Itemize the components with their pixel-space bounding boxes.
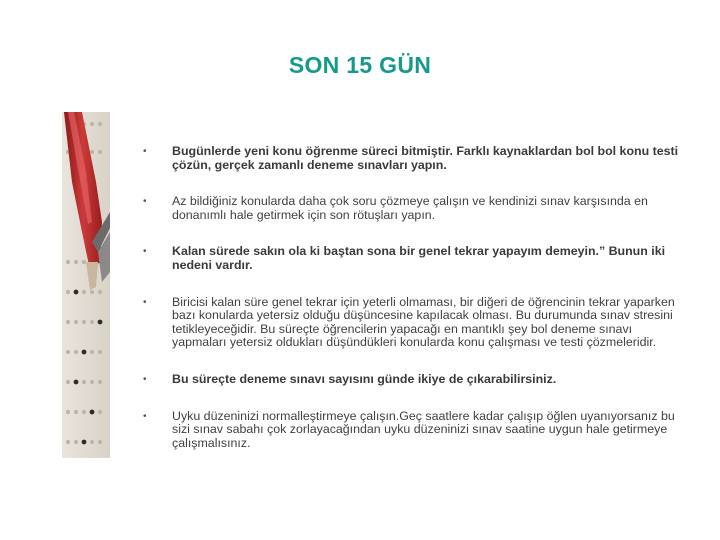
bullet-marker: • — [143, 410, 147, 422]
bullet-text: Uyku düzeninizi normalleştirmeye çalışın.Geç saatlere kadar çalışıp öğlen uyanıyorsanız bu sizi sınav sabahı çok zorlayacağından uyku düzeninizi sınav saatine uygun hale getirmeye çalışmalısınız. — [172, 408, 675, 450]
bullet-item — [143, 373, 688, 387]
bullet-item — [143, 410, 688, 451]
bullet-text: Bugünlerde yeni konu öğrenme süreci bitmiştir. Farklı kaynaklardan bol bol konu testi çözün, gerçek zamanlı deneme sınavları yapın. — [172, 144, 679, 172]
bullet-text: Az bildiğiniz konularda daha çok soru çözmeye çalışın ve kendinizi sınav karşısında en donanımlı hale getirmek için son rötuşları yapın. — [172, 194, 648, 222]
bullet-marker: • — [143, 196, 147, 208]
bullet-text: Biricisi kalan süre genel tekrar için yeterli olmaması, bir diğeri de öğrencinin tekrar yaparken bazı konularda yetersiz olduğu düşüncesine kapılacak olması. Bu durumunda sınav stresini tetikleyeceğidir. Bu süreçte öğrencilerin yapacağı en mantıklı şey bol deneme sınavı yapmaları yetersiz oldukları düşündükleri konularda konu çalışması ve testi çözmeleridir. — [172, 294, 675, 350]
bullet-marker: • — [143, 296, 147, 308]
bullet-text: Bu süreçte deneme sınavı sayısını günde ikiye de çıkarabilirsiniz. — [172, 371, 557, 386]
bullet-item — [143, 145, 688, 172]
bullet-item — [143, 245, 688, 272]
bullet-text: Kalan sürede sakın ola ki baştan sona bir genel tekrar yapayım demeyin.” Bunun iki nedeni vardır. — [172, 244, 666, 272]
slide-title: SON 15 GÜN — [288, 52, 432, 78]
bullet-marker: • — [143, 246, 147, 258]
bullet-item — [143, 296, 688, 350]
optical-answer-sheet-image — [62, 112, 110, 458]
bullet-item — [143, 195, 688, 222]
bullet-marker: • — [143, 146, 147, 157]
bullet-marker: • — [143, 373, 147, 385]
bullet-list — [143, 145, 688, 450]
